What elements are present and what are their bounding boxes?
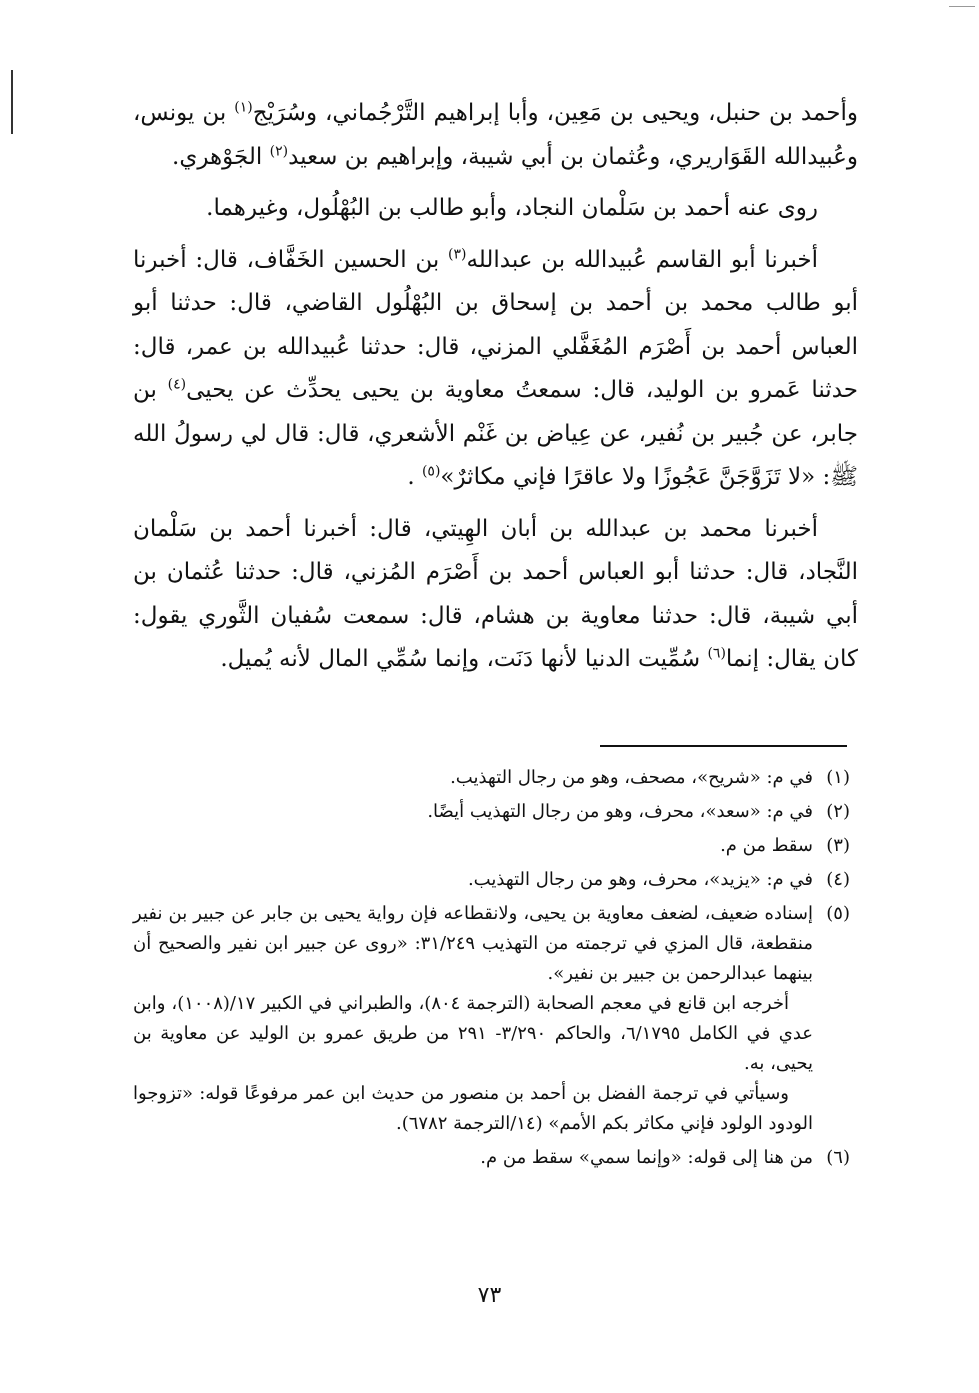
footnote [133, 831, 858, 861]
footnote-text: في م: «يزيد»، محرف، وهو من رجال التهذيب. [467, 869, 813, 890]
text-run: بن يونس، وعُبيدالله القَوَاريري، وعُثمان بن أبي شيبة، وإبراهيم بن سعيد [133, 100, 858, 170]
footnote-number: (٣) [826, 835, 850, 856]
text-run: . [407, 464, 422, 490]
footnote-marker: (٣) [447, 245, 467, 262]
main-text [133, 92, 858, 690]
footnote-text: إسناده ضعيف، لضعف معاوية بن يحيى، ولانقطاعه فإن رواية يحيى بن جابر عن جبير بن نفير منقطعة، قال المزي في ترجمته من التهذيب ٣١/٢٤٩: «روى عن جبير ابن نفير والصحيح أن بينهما عبدالرحمن بن جبير بن نفير». [133, 903, 813, 984]
footnote [133, 865, 858, 895]
footnote-marker: (١) [234, 99, 253, 116]
paragraph [133, 92, 858, 179]
footnote-text: وسيأتي في ترجمة الفضل بن أحمد بن منصور من حديث ابن عمر مرفوعًا قوله: «تزوجوا الودود الولود فإني مكاثر بكم الأمم» (١٤/الترجمة ٦٧٨٢). [133, 1083, 813, 1134]
footnote-marker: (٢) [269, 142, 289, 159]
footnote-number: (٢) [826, 801, 850, 822]
text-run: سُمِّيت الدنيا لأنها دَنَت، وإنما سُمِّي المال لأنه يُميل. [220, 646, 708, 672]
text-run: أخبرنا محمد بن عبدالله بن أبان الهِيتي، قال: أخبرنا أحمد بن سَلْمان النَّجاد، قال: حدثنا أبو العباس أحمد بن أَصْرَم المُزني، قال: حدثنا عُثمان بن أبي شيبة، قال: حدثنا معاوية بن هشام، قال: سمعت سُفيان الثَّوري يقول: كان يقال: إنما [133, 515, 859, 672]
paragraph [133, 239, 858, 500]
footnote-number: (٦) [826, 1147, 850, 1168]
footnote-marker: (٦) [707, 645, 726, 662]
footnote-text: من هنا إلى قوله: «وإنما سمي» سقط من م. [480, 1147, 813, 1168]
footnote [133, 1143, 858, 1173]
paragraph [133, 508, 858, 682]
footnote-separator [600, 745, 847, 747]
footnote-marker: (٥) [421, 463, 441, 480]
text-run: الجَوْهري. [172, 143, 270, 170]
text-run: روى عنه أحمد بن سَلْمان النجاد، وأبو طالب بن البُهْلُول، وغيرهما. [206, 195, 818, 221]
footnote [133, 763, 858, 793]
text-run: وأحمد بن حنبل، ويحيى بن مَعِين، وأبا إبراهيم التَّرْجُماني، وسُرَيْج [252, 100, 858, 126]
margin-bar [11, 70, 13, 134]
footnote-text: أخرجه ابن قانع في معجم الصحابة (الترجمة ٨٠٤)، والطبراني في الكبير ١٧/(١٠٠٨)، وابن عدي في الكامل ٦/١٧٩٥، والحاكم ٣/٢٩٠- ٢٩١ من طريق عمرو بن الوليد عن معاوية بن يحيى، به. [133, 993, 814, 1074]
footnote-text: سقط من م. [720, 835, 813, 856]
page-number: ٧٣ [477, 1283, 502, 1308]
footnote-number: (١) [826, 767, 850, 788]
footnote-text: في م: «شريح»، مصحف، وهو من رجال التهذيب. [450, 767, 813, 788]
footnote [133, 797, 858, 827]
footnote [133, 899, 858, 1139]
footnote-text: في م: «سعد»، محرف، وهو من رجال التهذيب أيضًا. [427, 801, 813, 822]
footnote-number: (٥) [826, 903, 850, 924]
footnote-marker: (٤) [167, 376, 187, 393]
text-run: أخبرنا أبو القاسم عُبيدالله بن عبدالله [466, 246, 818, 273]
text-run: بن جابر، عن جُبير بن نُفير، عن عِياض بن غَنْم الأشعري، قال: قال لي رسولُ الله ﷺ: «لا تَزَوَّجَنَّ عَجُوزًا ولا عاقرًا فإني مكاثرٌ» [133, 377, 858, 490]
footnotes [133, 763, 858, 1177]
paragraph [133, 187, 858, 231]
footnote-number: (٤) [826, 869, 850, 890]
corner-mark [949, 6, 975, 7]
text-run: بن الحسين الخَفَّاف، قال: أخبرنا أبو طالب محمد بن أحمد بن إسحاق بن البُهْلُول القاضي، قال: حدثنا أبو العباس أحمد بن أَصْرَم المُغَفَّلي المزني، قال: حدثنا عُبيدالله بن عمر، قال: حدثنا عَمرو بن الوليد، قال: سمعتُ معاوية بن يحيى يحدِّث عن يحيى [133, 246, 858, 403]
